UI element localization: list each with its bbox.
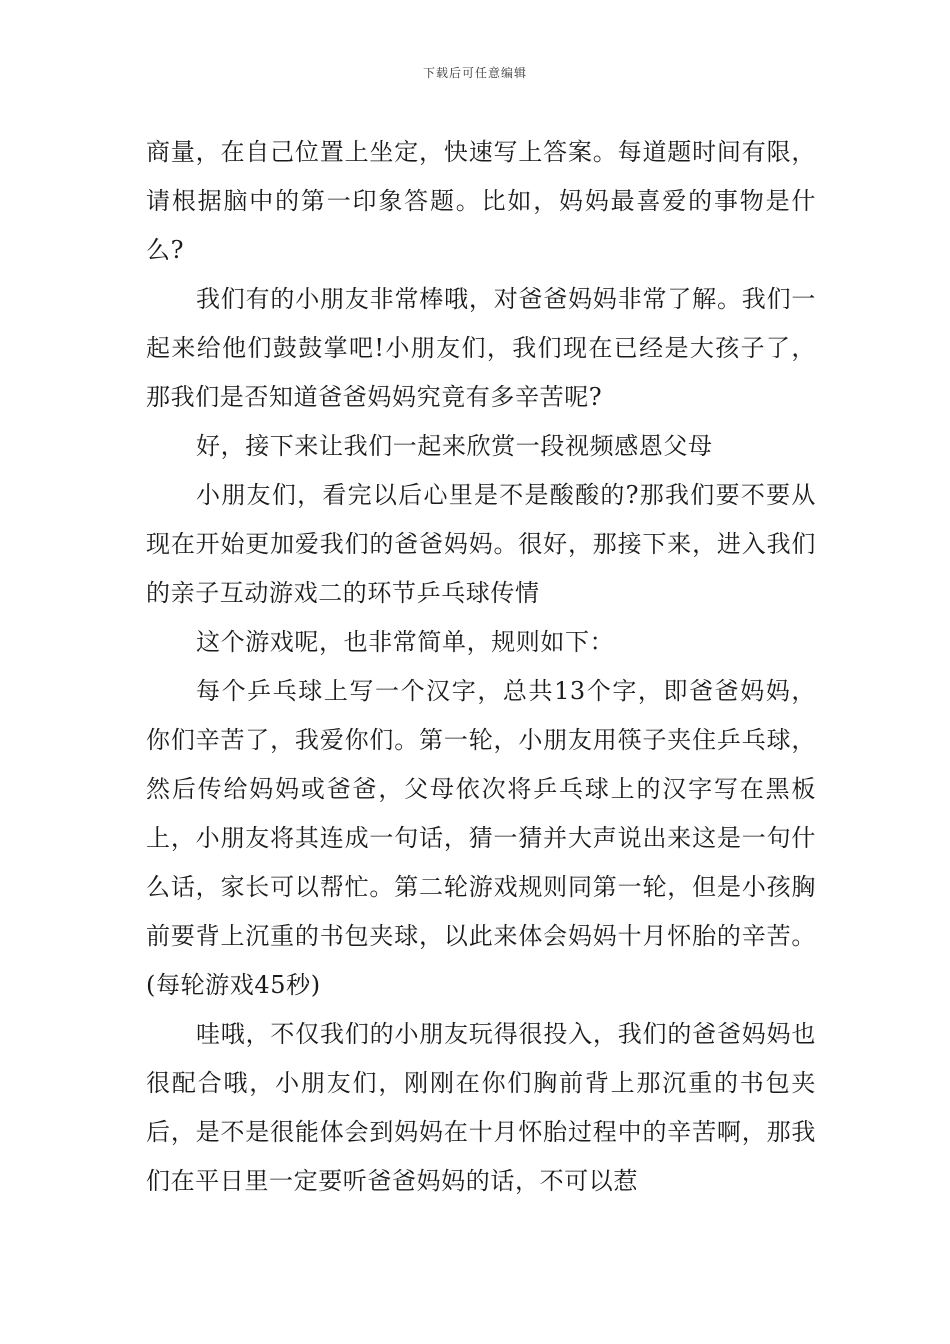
paragraph-7: 哇哦，不仅我们的小朋友玩得很投入，我们的爸爸妈妈也很配合哦，小朋友们，刚刚在你们胸前背上那沉重的书包夹后，是不是很能体会到妈妈在十月怀胎过程中的辛苦啊，那我们在平日里一定要听爸爸妈妈的话，不可以惹 [146,1020,816,1195]
paragraph-5: 这个游戏呢，也非常简单，规则如下： [196,628,615,656]
document-body [146,128,816,1206]
paragraph-3: 好，接下来让我们一起来欣赏一段视频感恩父母 [196,432,713,460]
page-header: 下载后可任意编辑 [422,66,527,80]
paragraph-2: 我们有的小朋友非常棒哦，对爸爸妈妈非常了解。我们一起来给他们鼓鼓掌吧!小朋友们，我们现在已经是大孩子了，那我们是否知道爸爸妈妈究竟有多辛苦呢? [146,285,816,411]
paragraph-6: 每个乒乓球上写一个汉字，总共13个字，即爸爸妈妈，你们辛苦了，我爱你们。第一轮，小朋友用筷子夹住乒乓球，然后传给妈妈或爸爸，父母依次将乒乓球上的汉字写在黑板上，小朋友将其连成一句话，猜一猜并大声说出来这是一句什么话，家长可以帮忙。第二轮游戏规则同第一轮，但是小孩胸前要背上沉重的书包夹球，以此来体会妈妈十月怀胎的辛苦。(每轮游戏45秒) [146,677,816,999]
paragraph-1: 商量，在自己位置上坐定，快速写上答案。每道题时间有限，请根据脑中的第一印象答题。比如，妈妈最喜爱的事物是什么? [146,138,816,264]
paragraph-4: 小朋友们，看完以后心里是不是酸酸的?那我们要不要从现在开始更加爱我们的爸爸妈妈。很好，那接下来，进入我们的亲子互动游戏二的环节乒乓球传情 [146,481,816,607]
